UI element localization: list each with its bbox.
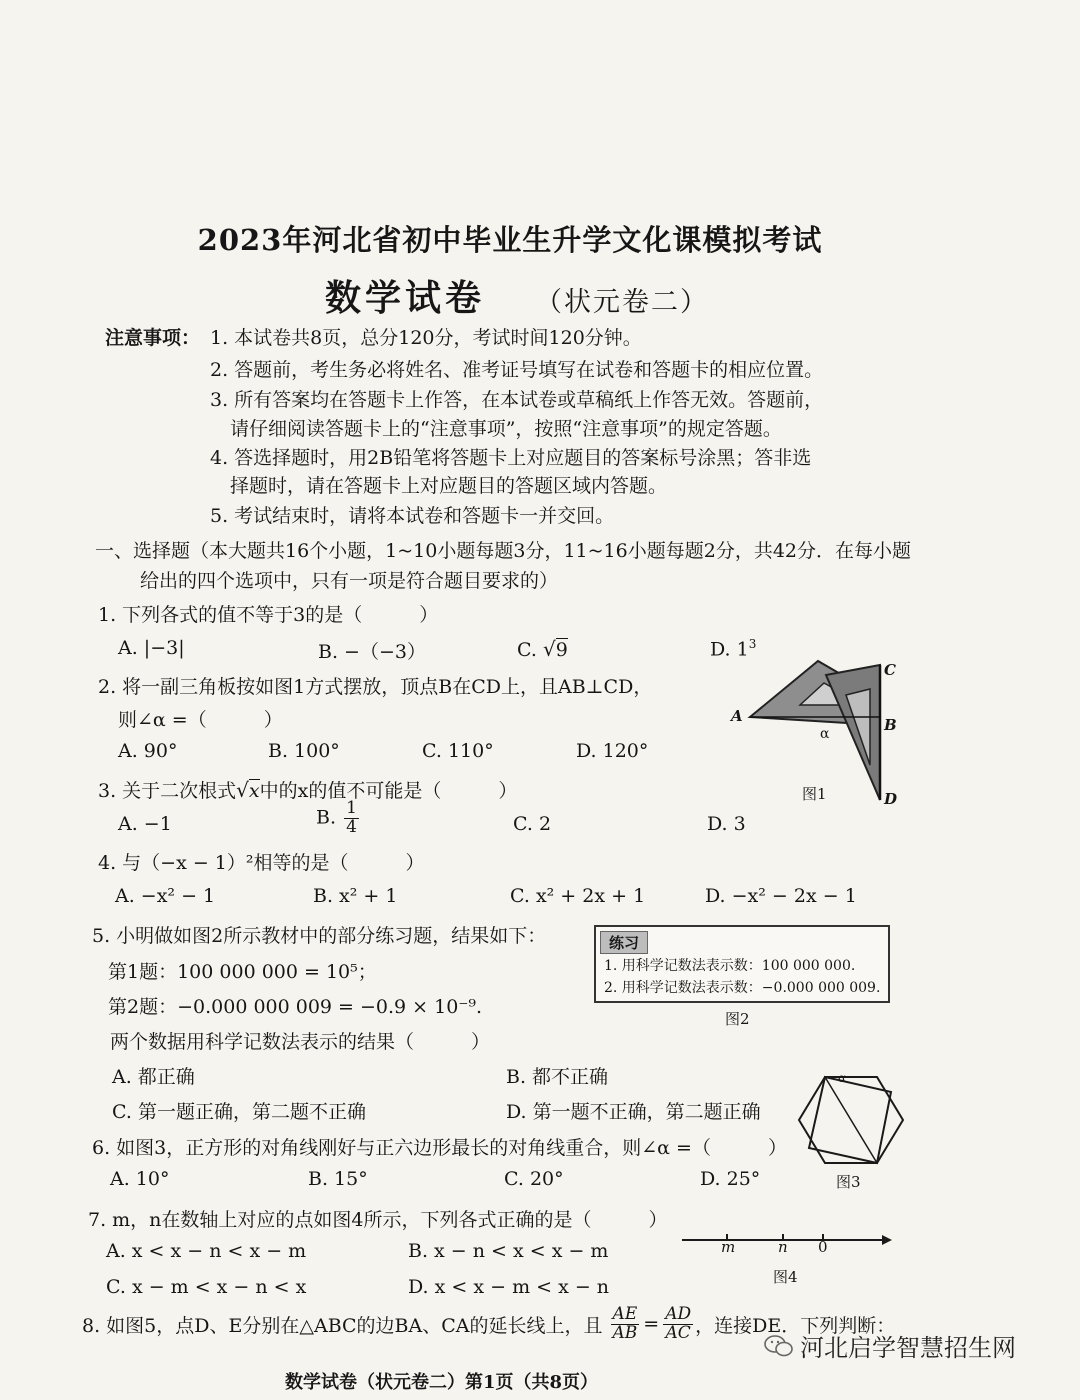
fig3-alpha: α [838, 1071, 847, 1085]
figure-2-caption: 图2 [725, 1010, 750, 1028]
fig1-point-a: A [731, 707, 743, 725]
fig1-point-d: D [884, 790, 898, 808]
wechat-icon [764, 1334, 794, 1358]
question-5-option-a: A. 都正确 [112, 1066, 195, 1088]
note-item: 1. 本试卷共8页，总分120分，考试时间120分钟。 [210, 327, 642, 349]
figure-2-header: 练习 [600, 931, 648, 954]
fig1-alpha: α [820, 726, 830, 742]
question-6-option-c: C. 20° [504, 1168, 564, 1190]
question-2-option-d: D. 120° [576, 740, 649, 762]
question-3-option-c: C. 2 [513, 813, 552, 835]
question-4-option-b: B. x² + 1 [313, 885, 398, 907]
question-5-line-1: 第1题：100 000 000 = 10⁵； [108, 961, 377, 983]
question-4-option-a: A. −x² − 1 [115, 885, 216, 907]
question-2-stem: 2. 将一副三角板按如图1方式摆放，顶点B在CD上，且AB⊥CD， [98, 676, 653, 698]
note-item: 5. 考试结束时，请将本试卷和答题卡一并交回。 [210, 505, 615, 527]
question-7-option-a: A. x < x − n < x − m [106, 1240, 307, 1262]
question-1-option-b: B. −（−3） [318, 641, 426, 663]
question-6-option-d: D. 25° [700, 1168, 761, 1190]
question-6-stem: 6. 如图3，正方形的对角线刚好与正六边形最长的对角线重合，则∠α =（ ） [92, 1137, 787, 1159]
fig4-label-m: m [721, 1238, 736, 1256]
note-item: 3. 所有答案均在答题卡上作答，在本试卷或草稿纸上作答无效。答题前， [210, 389, 824, 411]
question-1-option-d: D. $1^3$ [710, 637, 757, 661]
question-5-line-3: 两个数据用科学记数法表示的结果（ ） [110, 1031, 491, 1053]
note-item: 择题时，请在答题卡上对应题目的答题区域内答题。 [230, 475, 668, 497]
edition-label: （状元卷二） [535, 287, 709, 318]
question-5-option-d: D. 第一题不正确，第二题正确 [506, 1101, 761, 1123]
question-1-option-a: A. |−3| [118, 637, 185, 659]
question-3-option-a: A. −1 [118, 813, 172, 835]
note-item: 2. 答题前，考生务必将姓名、准考证号填写在试卷和答题卡的相应位置。 [210, 359, 824, 381]
subject-title: 数学试卷 [325, 277, 486, 319]
question-1-option-c: C. √9 [517, 637, 568, 661]
section-heading: 一、选择题（本大题共16个小题，1~10小题每题3分，11~16小题每题2分，共42分．在每小题 [95, 540, 911, 562]
question-2-option-b: B. 100° [268, 740, 340, 762]
question-2-stem-cont: 则∠α =（ ） [118, 709, 283, 731]
question-8-stem: 8. 如图5，点D、E分别在△ABC的边BA、CA的延长线上，且 $\frac{AE}{AB}$ = $\frac{AD}{AC}$ ，连接DE．下列判断： [82, 1304, 896, 1343]
section-heading-cont: 给出的四个选项中，只有一项是符合题目要求的） [140, 570, 559, 592]
figure-2-exercise-box [594, 925, 890, 1003]
question-6-option-b: B. 15° [308, 1168, 368, 1190]
figure-4-caption: 图4 [773, 1268, 798, 1286]
question-7-option-c: C. x − m < x − n < x [106, 1276, 307, 1298]
question-4-option-c: C. x² + 2x + 1 [510, 885, 646, 907]
question-3-option-b: B. $\frac{1}{4}$ [316, 798, 357, 837]
question-2-option-a: A. 90° [118, 740, 178, 762]
question-5-option-c: C. 第一题正确，第二题不正确 [112, 1101, 366, 1123]
question-3-option-d: D. 3 [707, 813, 746, 835]
fig1-point-b: B [884, 716, 897, 734]
question-7-stem: 7. m，n在数轴上对应的点如图4所示，下列各式正确的是（ ） [88, 1209, 668, 1231]
figure-3-square-hexagon [795, 1072, 907, 1168]
page-footer: 数学试卷（状元卷二）第1页（共8页） [285, 1372, 599, 1393]
figure-2-line-2: 2. 用科学记数法表示数：−0.000 000 009. [604, 980, 881, 996]
fig4-label-n: n [778, 1238, 788, 1256]
exam-title: 2023年河北省初中毕业生升学文化课模拟考试 [197, 223, 823, 257]
question-7-option-b: B. x − n < x < x − m [408, 1240, 609, 1262]
figure-1-caption: 图1 [802, 785, 827, 803]
figure-2-line-1: 1. 用科学记数法表示数：100 000 000. [604, 958, 856, 974]
figure-3-caption: 图3 [836, 1173, 861, 1191]
notes-label: 注意事项： [105, 327, 201, 349]
question-2-option-c: C. 110° [422, 740, 494, 762]
question-7-option-d: D. x < x − m < x − n [408, 1276, 610, 1298]
question-3-stem: 3. 关于二次根式√x中的x的值不可能是（ ） [98, 778, 518, 802]
watermark-text: 河北启学智慧招生网 [800, 1334, 1016, 1362]
question-5-option-b: B. 都不正确 [506, 1066, 609, 1088]
question-6-option-a: A. 10° [110, 1168, 170, 1190]
fig4-label-zero: 0 [818, 1238, 828, 1256]
question-1-stem: 1. 下列各式的值不等于3的是（ ） [98, 604, 439, 626]
question-4-option-d: D. −x² − 2x − 1 [705, 885, 857, 907]
fig1-point-c: C [884, 661, 896, 679]
question-5-line-2: 第2题：−0.000 000 009 = −0.9 × 10⁻⁹. [108, 996, 483, 1018]
note-item: 请仔细阅读答题卡上的“注意事项”，按照“注意事项”的规定答题。 [230, 418, 782, 440]
note-item: 4. 答选择题时，用2B铅笔将答题卡上对应题目的答案标号涂黑；答非选 [210, 447, 812, 469]
question-5-stem: 5. 小明做如图2所示教材中的部分练习题，结果如下： [92, 925, 547, 947]
question-4-stem: 4. 与（−x − 1）²相等的是（ ） [98, 852, 425, 874]
